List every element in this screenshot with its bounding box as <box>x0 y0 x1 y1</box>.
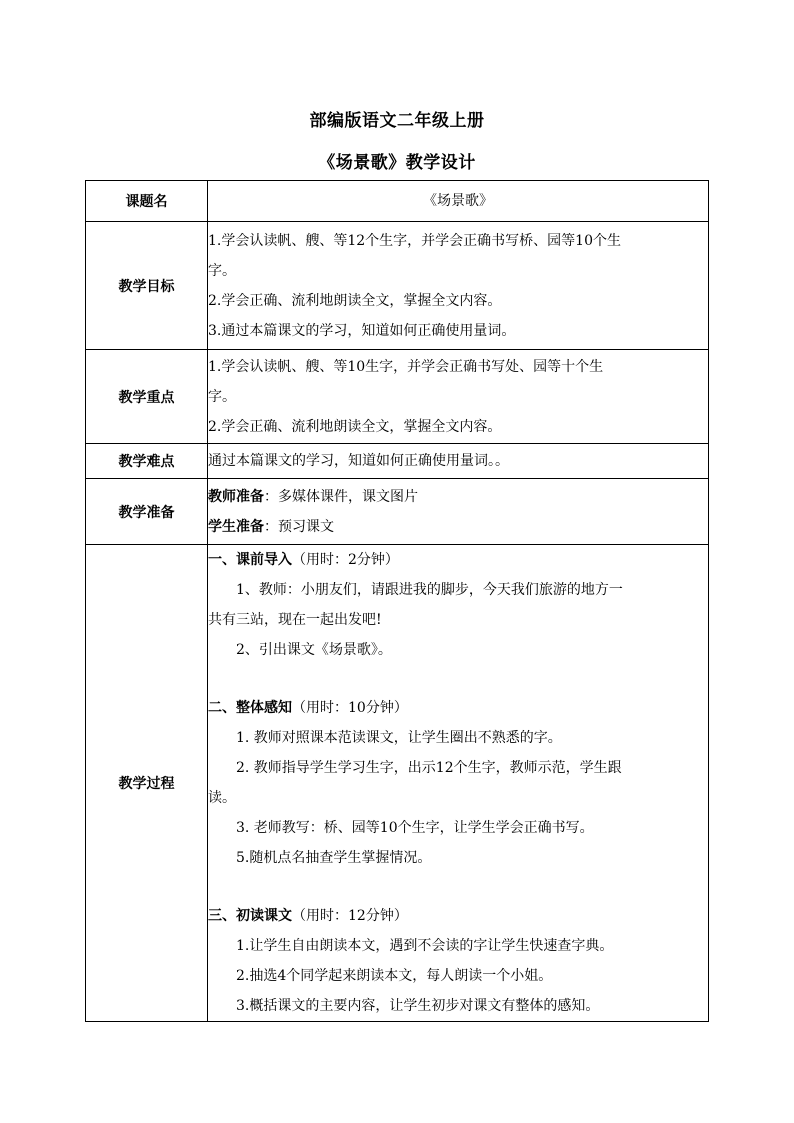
table-row <box>86 222 709 350</box>
process-label: 教学过程 <box>86 545 208 1022</box>
process-line: 1. 教师对照课本范读课文，让学生圈出不熟悉的字。 <box>236 730 562 746</box>
section-time: （用时：2分钟） <box>292 552 399 568</box>
table-row <box>86 545 709 1022</box>
topic-value: 《场景歌》 <box>208 181 709 222</box>
key-points-label: 教学重点 <box>86 350 208 444</box>
preparation-label: 教学准备 <box>86 479 208 545</box>
process-line: 2、引出课文《场景歌》。 <box>236 642 392 658</box>
student-prep-line <box>208 512 708 542</box>
process-cell <box>208 545 709 1022</box>
process-line: 共有三站，现在一起出发吧! <box>208 612 382 628</box>
section-heading <box>208 901 708 931</box>
table-row <box>86 350 709 444</box>
table-row <box>86 181 709 222</box>
document-subtitle: 《场景歌》教学设计 <box>318 153 476 173</box>
section-time: （用时：12分钟） <box>292 908 408 924</box>
key-points-line: 1.学会认读帆、艘、等10生字，并学会正确书写处、园等十个生 <box>208 358 604 375</box>
goals-line: 1.学会认读帆、艘、等12个生字，并学会正确书写桥、园等10个生 <box>208 232 621 249</box>
process-line: 2.抽选4个同学起来朗读本文，每人朗读一个小姐。 <box>236 968 553 984</box>
section-heading <box>208 545 708 575</box>
process-line: 2. 教师指导学生学习生字，出示12个生字，教师示范，学生跟 <box>236 760 622 776</box>
goals-line: 字。 <box>208 262 236 279</box>
section-time: （用时：10分钟） <box>292 700 408 716</box>
topic-label: 课题名 <box>86 181 208 222</box>
section-heading <box>208 693 708 723</box>
goals-line: 3.通过本篇课文的学习，知道如何正确使用量词。 <box>208 322 516 339</box>
teacher-prep-value: ：多媒体课件，课文图片 <box>264 488 418 505</box>
table-row <box>86 444 709 479</box>
student-prep-value: ：预习课文 <box>264 518 334 535</box>
process-line: 1、教师：小朋友们，请跟进我的脚步，今天我们旅游的地方一 <box>236 582 623 598</box>
key-points-cell <box>208 350 709 444</box>
process-line: 5.随机点名抽查学生掌握情况。 <box>236 850 432 866</box>
key-points-line: 字。 <box>208 388 236 405</box>
table-row <box>86 479 709 545</box>
teacher-prep-label: 教师准备 <box>208 488 264 505</box>
process-line: 读。 <box>208 790 236 806</box>
section-title: 二、整体感知 <box>208 700 292 716</box>
student-prep-label: 学生准备 <box>208 518 264 535</box>
preparation-cell <box>208 479 709 545</box>
goals-label: 教学目标 <box>86 222 208 350</box>
section-title: 一、课前导入 <box>208 552 292 568</box>
key-points-line: 2.学会正确、流利地朗读全文，掌握全文内容。 <box>208 418 502 435</box>
document-title: 部编版语文二年级上册 <box>309 111 485 131</box>
goals-line: 2.学会正确、流利地朗读全文，掌握全文内容。 <box>208 292 502 309</box>
process-line: 1.让学生自由朗读本文，遇到不会读的字让学生快速查字典。 <box>236 938 614 954</box>
section-title: 三、初读课文 <box>208 908 292 924</box>
difficulties-value: 通过本篇课文的学习，知道如何正确使用量词。。 <box>208 444 709 479</box>
process-line: 3. 老师教写：桥、园等10个生字，让学生学会正确书写。 <box>236 820 594 836</box>
process-line: 3.概括课文的主要内容，让学生初步对课文有整体的感知。 <box>236 998 600 1014</box>
difficulties-label: 教学难点 <box>86 444 208 479</box>
teacher-prep-line <box>208 482 708 512</box>
lesson-plan-table <box>85 180 709 1022</box>
goals-cell <box>208 222 709 350</box>
